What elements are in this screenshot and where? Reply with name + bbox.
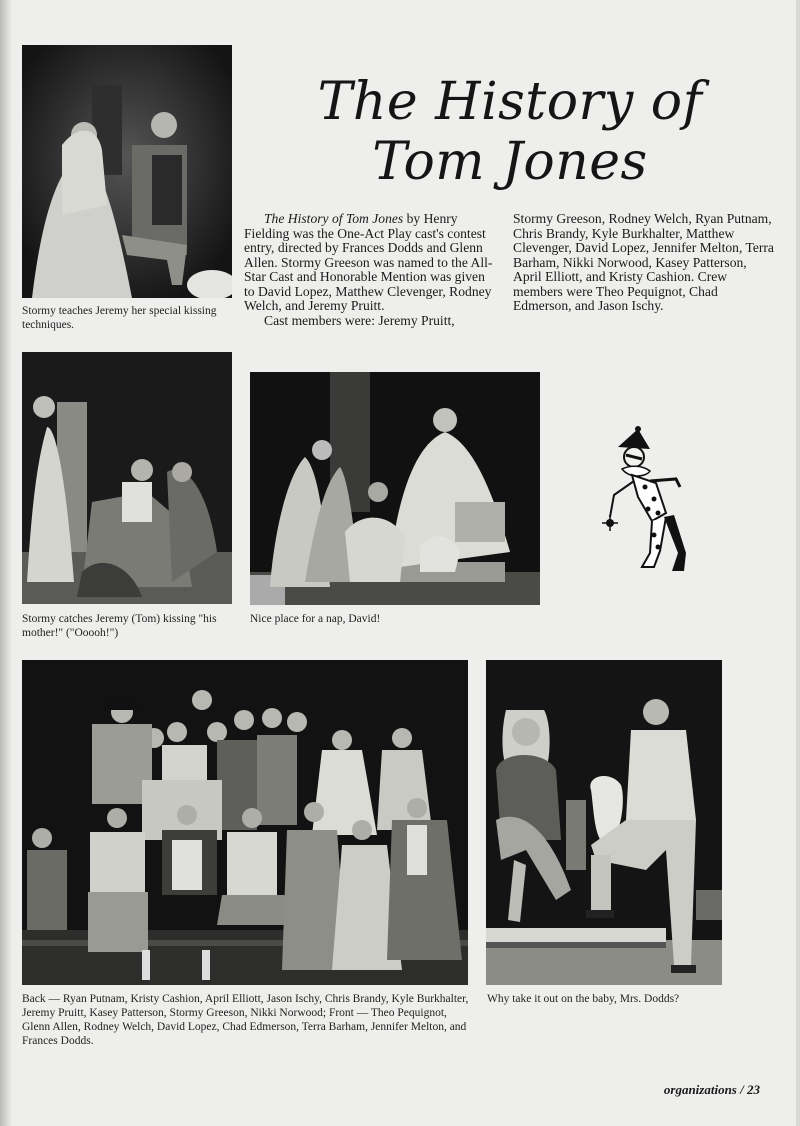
caption-photo3: Nice place for a nap, David! — [250, 613, 381, 625]
article-paragraph-3: Stormy Greeson, Rodney Welch, Ryan Putnam, Chris Brandy, Kyle Burkhalter, Matthew Clevenger, David Lopez, Jennifer Melton, Terra Barham, Nikki Norwood, Kasey Patterson, April Elliott, and Kristy Cashion. Crew members were Theo Pequignot, Chad Edmerson, and Jason Ischy. — [513, 211, 774, 313]
title-line-1: The History of — [317, 72, 703, 132]
title-line-2: Tom Jones — [372, 132, 648, 192]
caption-photo4: Back — Ryan Putnam, Kristy Cashion, April Elliott, Jason Ischy, Chris Brandy, Kyle Burkhalter, Jeremy Pruitt, Kasey Patterson, Stormy Greeson, Nikki Norwood; Front — Theo Pequignot, Glenn Allen, Rodney Welch, David Lopez, Chad Edmerson, Terra Barham, Jennifer Melton, and Frances Dodds. — [22, 993, 469, 1047]
article-paragraph-2: Cast members were: Jeremy Pruitt, — [264, 312, 455, 328]
page-folio — [664, 1082, 760, 1098]
photo-caught-kissing — [22, 352, 232, 604]
article-paragraph-1 — [244, 212, 496, 314]
article-paragraph-1-text: by Henry Fielding was the One-Act Play cast's contest entry, directed by Frances Dodds and Glenn Allen. Stormy Greeson was named to the All-Star Cast and Honorable Mention was given to David Lopez, Matthew Clevenger, Rodney Welch, and Jeremy Pruitt. — [244, 211, 493, 313]
article-column-2 — [513, 212, 775, 314]
jester-illustration — [590, 425, 690, 575]
page-title — [250, 72, 770, 192]
photo-kissing-lesson — [22, 45, 232, 298]
page-gutter-shadow — [0, 0, 12, 1126]
photo-cast-group — [22, 660, 468, 985]
caption-photo2: Stormy catches Jeremy (Tom) kissing "his mother!" ("Ooooh!") — [22, 613, 217, 639]
caption-photo5: Why take it out on the baby, Mrs. Dodds? — [487, 993, 680, 1005]
folio-section: organizations — [663, 1082, 737, 1097]
page-number: 23 — [747, 1082, 760, 1097]
article-column-1 — [244, 212, 496, 328]
photo-baby-scene — [486, 660, 722, 985]
page-edge — [796, 0, 800, 1126]
folio-separator: / — [736, 1082, 747, 1097]
photo-nap-scene — [250, 372, 540, 605]
article-play-title: The History of Tom Jones — [264, 211, 404, 226]
caption-photo1: Stormy teaches Jeremy her special kissing techniques. — [22, 305, 217, 331]
